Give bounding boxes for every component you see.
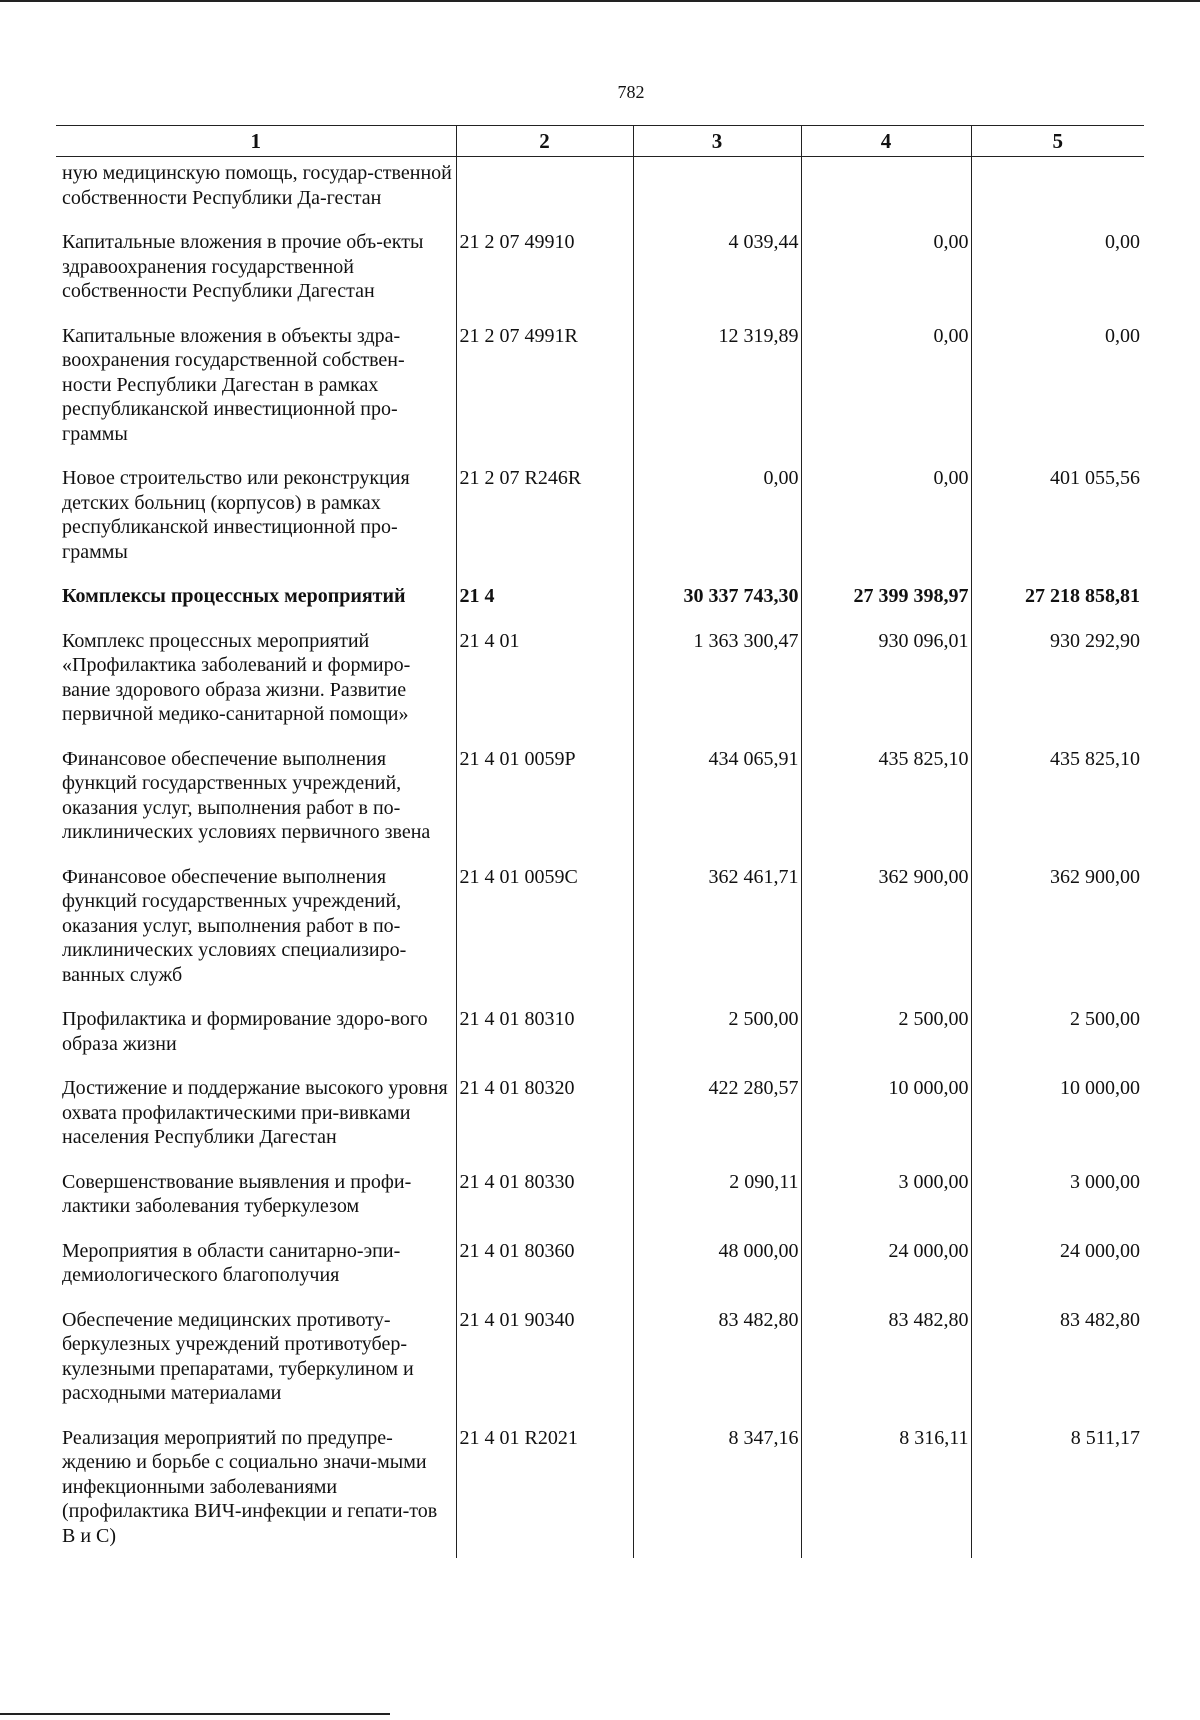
row-value-col5-cell: 27 218 858,81 bbox=[971, 584, 1144, 629]
bottom-border-line bbox=[0, 1713, 390, 1715]
row-value-col5-cell: 10 000,00 bbox=[971, 1076, 1144, 1170]
row-value-col4-cell: 362 900,00 bbox=[801, 865, 971, 1008]
row-value-col4-cell: 24 000,00 bbox=[801, 1239, 971, 1308]
row-code-cell: 21 4 01 80320 bbox=[456, 1076, 633, 1170]
row-name-cell: Финансовое обеспечение выполнения функций государственных учреждений, оказания услуг, выполнения работ в по-ликлинических условиях специализиро-ванных служб bbox=[62, 865, 407, 986]
row-value-col4-cell: 0,00 bbox=[801, 466, 971, 584]
row-code-cell: 21 2 07 R246R bbox=[456, 466, 633, 584]
row-name-cell: Достижение и поддержание высокого уровня охвата профилактическими при-вивками населения Республики Дагестан bbox=[62, 1077, 448, 1148]
column-header-2: 2 bbox=[456, 126, 633, 157]
row-code-cell: 21 2 07 4991R bbox=[456, 324, 633, 467]
row-value-col5-cell: 3 000,00 bbox=[971, 1170, 1144, 1239]
row-name-cell: Капитальные вложения в объекты здра-воохранения государственной собствен-ности Республики Дагестан в рамках республиканской инвестиционной про-граммы bbox=[62, 324, 405, 445]
table-row bbox=[56, 1308, 1144, 1426]
row-value-col5-cell: 930 292,90 bbox=[971, 629, 1144, 747]
row-code-cell bbox=[456, 157, 633, 231]
row-value-col3-cell: 8 347,16 bbox=[633, 1426, 801, 1559]
row-value-col5-cell: 83 482,80 bbox=[971, 1308, 1144, 1426]
row-value-col4-cell bbox=[801, 157, 971, 231]
row-code-cell: 21 4 01 80360 bbox=[456, 1239, 633, 1308]
row-value-col4-cell: 10 000,00 bbox=[801, 1076, 971, 1170]
row-code-cell: 21 4 01 0059P bbox=[456, 747, 633, 865]
column-header-1: 1 bbox=[56, 126, 456, 157]
table-row bbox=[56, 865, 1144, 1008]
budget-table bbox=[56, 125, 1144, 1558]
table-row bbox=[56, 466, 1144, 584]
row-value-col3-cell: 48 000,00 bbox=[633, 1239, 801, 1308]
row-code-cell: 21 2 07 49910 bbox=[456, 230, 633, 324]
row-name-cell: ную медицинскую помощь, государ-ственной собственности Республики Да-гестан bbox=[62, 162, 452, 209]
column-header-4: 4 bbox=[801, 126, 971, 157]
table-row bbox=[56, 1426, 1144, 1559]
row-name-cell: Профилактика и формирование здоро-вого образа жизни bbox=[62, 1008, 428, 1055]
row-value-col4-cell: 27 399 398,97 bbox=[801, 584, 971, 629]
row-value-col3-cell: 4 039,44 bbox=[633, 230, 801, 324]
table-row bbox=[56, 157, 1144, 231]
row-name-cell: Мероприятия в области санитарно-эпи-демиологического благополучия bbox=[62, 1239, 401, 1286]
table-row bbox=[56, 230, 1144, 324]
row-code-cell: 21 4 01 R2021 bbox=[456, 1426, 633, 1559]
row-value-col5-cell: 24 000,00 bbox=[971, 1239, 1144, 1308]
row-value-col3-cell: 2 090,11 bbox=[633, 1170, 801, 1239]
table-row bbox=[56, 629, 1144, 747]
table-body bbox=[56, 157, 1144, 1559]
row-name-cell: Совершенствование выявления и профи-лактики заболевания туберкулезом bbox=[62, 1170, 412, 1217]
row-value-col4-cell: 435 825,10 bbox=[801, 747, 971, 865]
table-row bbox=[56, 1239, 1144, 1308]
table-header-row bbox=[56, 126, 1144, 157]
row-value-col3-cell: 83 482,80 bbox=[633, 1308, 801, 1426]
table-row bbox=[56, 747, 1144, 865]
row-name-cell: Новое строительство или реконструкция детских больниц (корпусов) в рамках республиканской инвестиционной про-граммы bbox=[62, 467, 410, 563]
table-row bbox=[56, 1076, 1144, 1170]
row-value-col3-cell: 434 065,91 bbox=[633, 747, 801, 865]
row-value-col3-cell bbox=[633, 157, 801, 231]
row-name-cell: Финансовое обеспечение выполнения функций государственных учреждений, оказания услуг, выполнения работ в по-ликлинических условиях первичного звена bbox=[62, 747, 431, 843]
top-border-line bbox=[0, 0, 1200, 2]
row-value-col4-cell: 0,00 bbox=[801, 324, 971, 467]
row-code-cell: 21 4 01 0059C bbox=[456, 865, 633, 1008]
table-row bbox=[56, 1170, 1144, 1239]
table-row bbox=[56, 584, 1144, 629]
row-code-cell: 21 4 01 80310 bbox=[456, 1007, 633, 1076]
row-value-col3-cell: 30 337 743,30 bbox=[633, 584, 801, 629]
row-value-col4-cell: 930 096,01 bbox=[801, 629, 971, 747]
row-value-col4-cell: 8 316,11 bbox=[801, 1426, 971, 1559]
row-value-col5-cell: 2 500,00 bbox=[971, 1007, 1144, 1076]
row-value-col3-cell: 12 319,89 bbox=[633, 324, 801, 467]
row-value-col4-cell: 3 000,00 bbox=[801, 1170, 971, 1239]
row-name-cell: Капитальные вложения в прочие объ-екты здравоохранения государственной собственности Республики Дагестан bbox=[62, 231, 424, 302]
row-value-col5-cell bbox=[971, 157, 1144, 231]
row-code-cell: 21 4 01 80330 bbox=[456, 1170, 633, 1239]
row-code-cell: 21 4 bbox=[456, 584, 633, 629]
column-header-5: 5 bbox=[971, 126, 1144, 157]
row-value-col5-cell: 0,00 bbox=[971, 324, 1144, 467]
row-value-col5-cell: 0,00 bbox=[971, 230, 1144, 324]
column-header-3: 3 bbox=[633, 126, 801, 157]
row-value-col5-cell: 8 511,17 bbox=[971, 1426, 1144, 1559]
table-row bbox=[56, 324, 1144, 467]
row-name-cell: Комплекс процессных мероприятий «Профилактика заболеваний и формиро-вание здорового образа жизни. Развитие первичной медико-санитарной помощи» bbox=[62, 629, 411, 725]
row-name-cell: Реализация мероприятий по предупре-ждению и борьбе с социально значи-мыми инфекционными заболеваниями (профилактика ВИЧ-инфекции и гепати-тов В и С) bbox=[62, 1426, 438, 1547]
page-number: 782 bbox=[617, 82, 645, 102]
row-value-col3-cell: 1 363 300,47 bbox=[633, 629, 801, 747]
row-value-col3-cell: 0,00 bbox=[633, 466, 801, 584]
row-value-col4-cell: 83 482,80 bbox=[801, 1308, 971, 1426]
row-value-col4-cell: 0,00 bbox=[801, 230, 971, 324]
table-row bbox=[56, 1007, 1144, 1076]
row-value-col4-cell: 2 500,00 bbox=[801, 1007, 971, 1076]
row-name-cell: Комплексы процессных мероприятий bbox=[62, 585, 406, 607]
row-value-col5-cell: 401 055,56 bbox=[971, 466, 1144, 584]
row-code-cell: 21 4 01 bbox=[456, 629, 633, 747]
row-code-cell: 21 4 01 90340 bbox=[456, 1308, 633, 1426]
row-name-cell: Обеспечение медицинских противоту-беркулезных учреждений противотубер-кулезными препаратами, туберкулином и расходными материалами bbox=[62, 1308, 414, 1404]
row-value-col5-cell: 435 825,10 bbox=[971, 747, 1144, 865]
row-value-col3-cell: 422 280,57 bbox=[633, 1076, 801, 1170]
row-value-col5-cell: 362 900,00 bbox=[971, 865, 1144, 1008]
row-value-col3-cell: 2 500,00 bbox=[633, 1007, 801, 1076]
row-value-col3-cell: 362 461,71 bbox=[633, 865, 801, 1008]
